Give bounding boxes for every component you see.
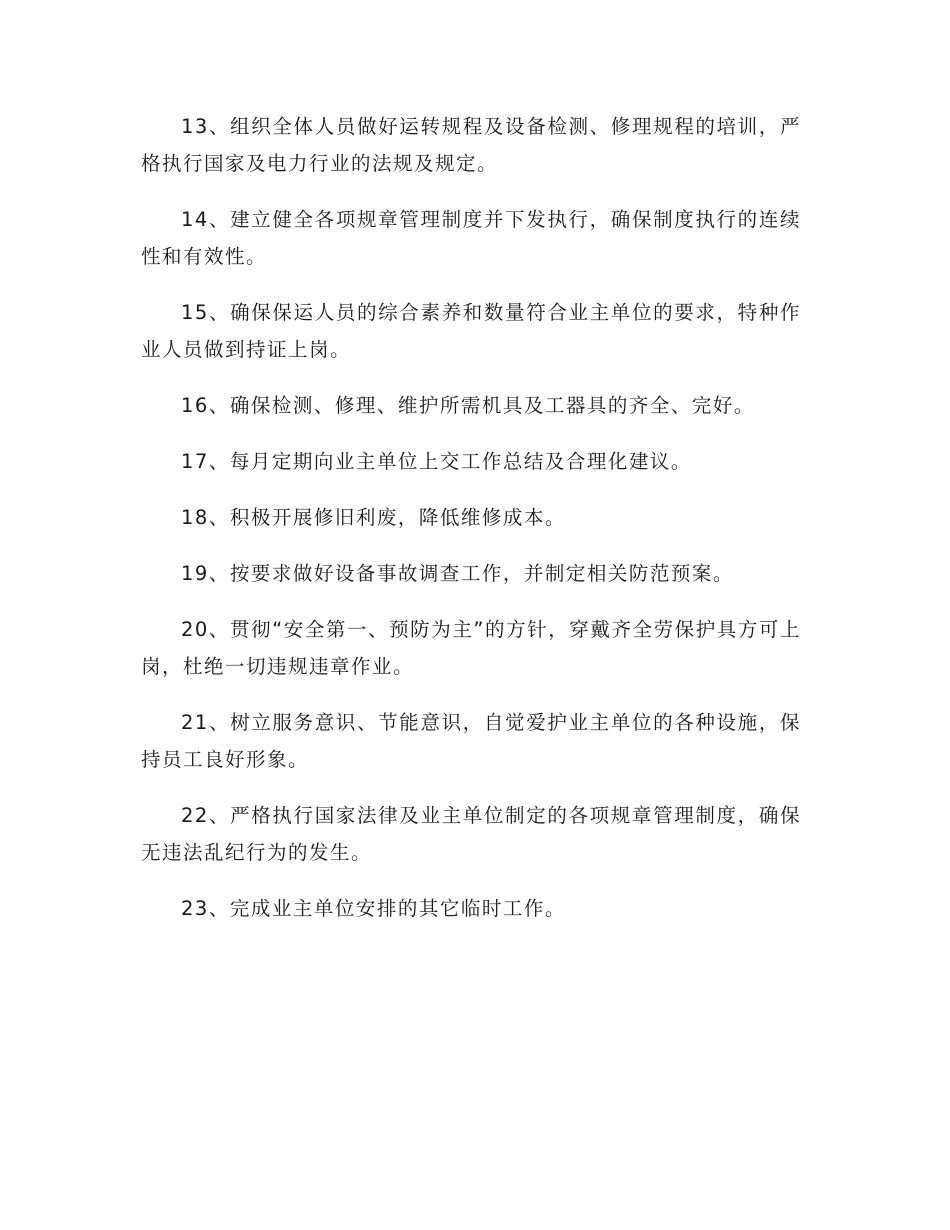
paragraph-item-13: 13、组织全体人员做好运转规程及设备检测、修理规程的培训，严格执行国家及电力行业的法规及规定。 — [141, 115, 801, 175]
paragraph-item-22: 22、严格执行国家法律及业主单位制定的各项规章管理制度，确保无违法乱纪行为的发生。 — [141, 804, 801, 864]
paragraph-item-18: 18、积极开展修旧利废，降低维修成本。 — [181, 506, 566, 529]
paragraph-item-16: 16、确保检测、修理、维护所需机具及工器具的齐全、完好。 — [181, 394, 755, 417]
document-body — [141, 108, 801, 946]
paragraph-item-20: 20、贯彻“安全第一、预防为主”的方针，穿戴齐全劳保护具方可上岗，杜绝一切违规违章作业。 — [141, 618, 801, 678]
paragraph-item-14: 14、建立健全各项规章管理制度并下发执行，确保制度执行的连续性和有效性。 — [141, 208, 801, 268]
paragraph-item-15: 15、确保保运人员的综合素养和数量符合业主单位的要求，特种作业人员做到持证上岗。 — [141, 301, 801, 361]
paragraph-item-17: 17、每月定期向业主单位上交工作总结及合理化建议。 — [181, 450, 692, 473]
paragraph-item-23: 23、完成业主单位安排的其它临时工作。 — [181, 897, 566, 920]
paragraph-item-21: 21、树立服务意识、节能意识，自觉爱护业主单位的各种设施，保持员工良好形象。 — [141, 711, 801, 771]
paragraph-item-19: 19、按要求做好设备事故调查工作，并制定相关防范预案。 — [181, 562, 734, 585]
